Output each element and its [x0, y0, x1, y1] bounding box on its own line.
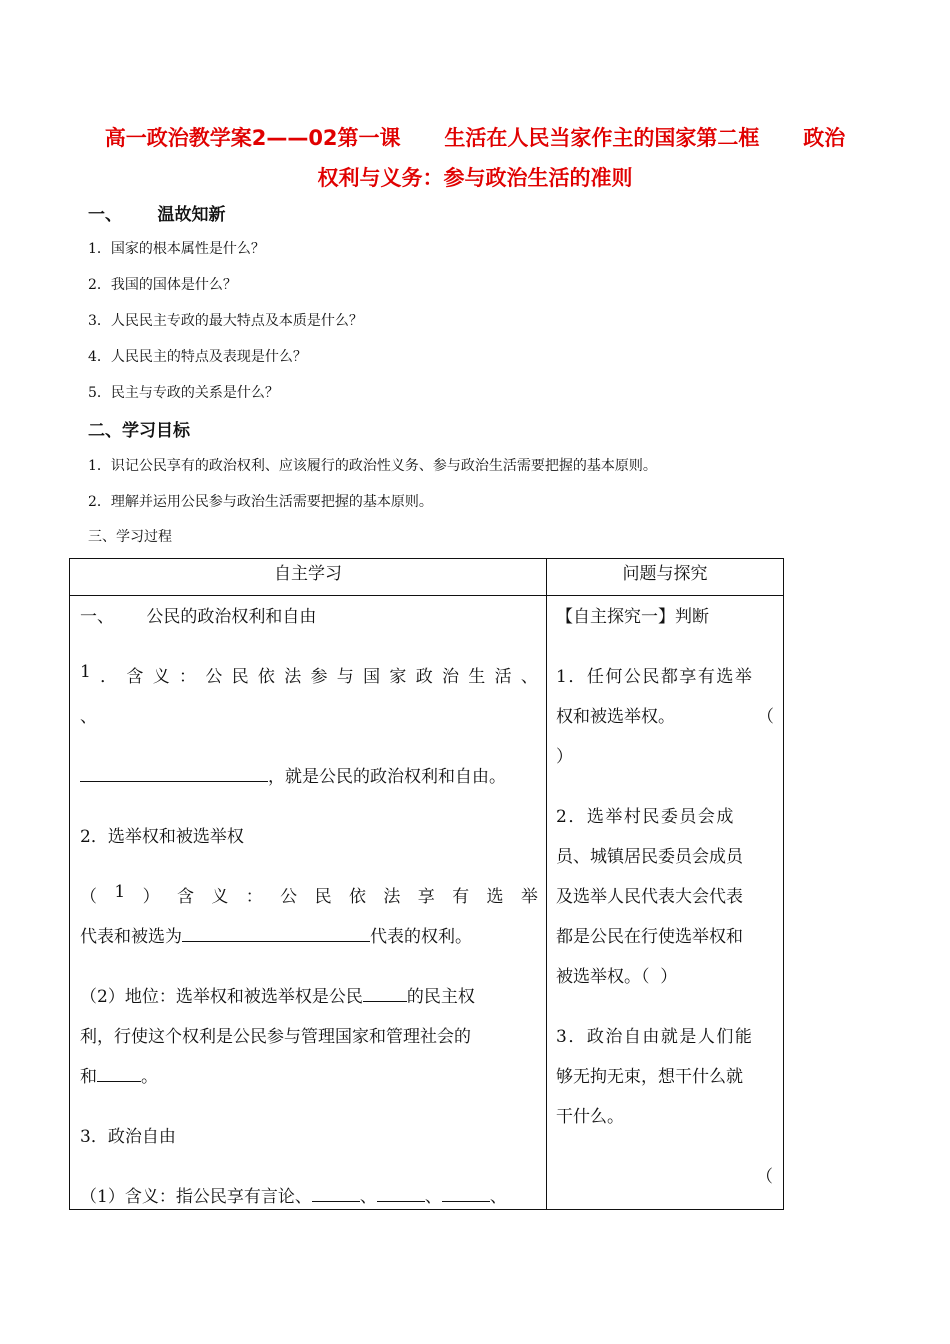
right-line-3: 权和被选举权。 （: [556, 707, 774, 727]
justified-char: 依: [348, 887, 366, 907]
left-line-4: ，就是公民的政治权利和自由。: [80, 762, 506, 787]
learning-goal-1: 1．识记公民享有的政治权利、应该履行的政治性义务、参与政治生活需要把握的基本原则。: [88, 458, 657, 474]
justified-char: ：: [245, 887, 263, 907]
left-line-1: 一、 公民的政治权利和自由: [80, 607, 317, 627]
document-title: [70, 118, 880, 198]
justified-char: 依: [257, 667, 275, 687]
justified-char: 1: [114, 882, 126, 902]
right-line-12: 干什么。: [556, 1107, 624, 1127]
review-question-5: 5．民主与专政的关系是什么？: [88, 385, 279, 401]
justified-char: 举: [520, 887, 538, 907]
review-question-2: 2．我国的国体是什么？: [88, 277, 237, 293]
right-line-1: 【自主探究一】判断: [556, 607, 709, 627]
blank[interactable]: [312, 1183, 360, 1202]
justified-char: 义: [211, 887, 229, 907]
justified-char: 1: [80, 662, 91, 682]
inquiry-header: 问题与探究: [547, 559, 784, 596]
justified-char: 含: [177, 887, 194, 907]
learning-process-table: [69, 558, 784, 1210]
justified-char: 国: [363, 667, 381, 687]
right-line-8: 都是公民在行使选举权和: [556, 927, 743, 947]
left-line-3: 、: [80, 707, 97, 727]
justified-char: 政: [415, 667, 433, 687]
justified-char: 选: [486, 887, 504, 907]
blank[interactable]: [97, 1063, 141, 1082]
justified-char: 民: [231, 667, 249, 687]
justified-char: 义: [152, 667, 170, 687]
title-line-1: 高一政治教学案2——02第一课 生活在人民当家作主的国家第二框 政治: [104, 126, 846, 150]
justified-char: 民: [314, 887, 332, 907]
justified-char: 治: [441, 667, 459, 687]
right-line-10: 3．政治自由就是人们能: [556, 1027, 754, 1047]
inquiry-cell: [547, 596, 784, 1210]
review-question-4: 4．人民民主的特点及表现是什么？: [88, 349, 307, 365]
justified-char: 有: [452, 887, 470, 907]
justified-char: ．: [100, 667, 118, 687]
justified-char: 公: [280, 887, 298, 907]
right-line-7: 及选举人民代表大会代表: [556, 887, 743, 907]
left-line-7: 代表和被选为 代表的权利。: [80, 922, 472, 947]
left-line-9: 利，行使这个权利是公民参与管理国家和管理社会的: [80, 1027, 471, 1047]
left-line-10: 和 。: [80, 1062, 158, 1087]
blank[interactable]: [442, 1183, 490, 1202]
justified-char: 参: [310, 667, 328, 687]
section-2-heading: 二、学习目标: [88, 421, 190, 441]
review-question-1: 1．国家的根本属性是什么？: [88, 241, 265, 257]
blank[interactable]: [363, 983, 407, 1002]
right-line-13: （: [756, 1167, 773, 1187]
right-line-9: 被选举权。（ ）: [556, 967, 678, 987]
section-3-heading: 三、学习过程: [88, 529, 172, 545]
left-line-6: [80, 882, 538, 907]
section-1-heading: 一、 温故知新: [88, 205, 226, 225]
right-line-5: 2．选举村民委员会成: [556, 807, 735, 827]
blank[interactable]: [80, 763, 268, 782]
justified-char: 生: [468, 667, 486, 687]
left-line-12: （1）含义：指公民享有言论、 、 、 、: [80, 1182, 507, 1207]
self-study-header: 自主学习: [70, 559, 547, 596]
justified-char: ）: [142, 887, 160, 907]
justified-char: 活: [494, 667, 512, 687]
right-line-2: 1．任何公民都享有选举: [556, 667, 754, 687]
justified-char: 与: [336, 667, 354, 687]
justified-char: 法: [284, 667, 302, 687]
justified-char: 含: [126, 667, 144, 687]
review-question-3: 3．人民民主专政的最大特点及本质是什么？: [88, 313, 363, 329]
justified-char: （: [80, 887, 97, 907]
left-line-8: （2）地位：选举权和被选举权是公民 的民主权: [80, 982, 475, 1007]
right-line-4: ）: [556, 747, 573, 767]
justified-char: 享: [417, 887, 435, 907]
justified-char: 法: [383, 887, 401, 907]
learning-goal-2: 2．理解并运用公民参与政治生活需要把握的基本原则。: [88, 494, 433, 510]
justified-char: ：: [179, 667, 197, 687]
self-study-cell: [70, 596, 547, 1210]
left-line-5: 2．选举权和被选举权: [80, 827, 244, 847]
justified-char: 公: [205, 667, 223, 687]
right-line-6: 员、城镇居民委员会成员: [556, 847, 743, 867]
justified-char: 、: [520, 667, 538, 687]
justified-char: 家: [389, 667, 407, 687]
right-line-11: 够无拘无束，想干什么就: [556, 1067, 743, 1087]
left-line-2: [80, 662, 538, 687]
left-line-11: 3．政治自由: [80, 1127, 176, 1147]
blank[interactable]: [182, 923, 370, 942]
title-line-2: 权利与义务：参与政治生活的准则: [317, 166, 633, 190]
blank[interactable]: [377, 1183, 425, 1202]
